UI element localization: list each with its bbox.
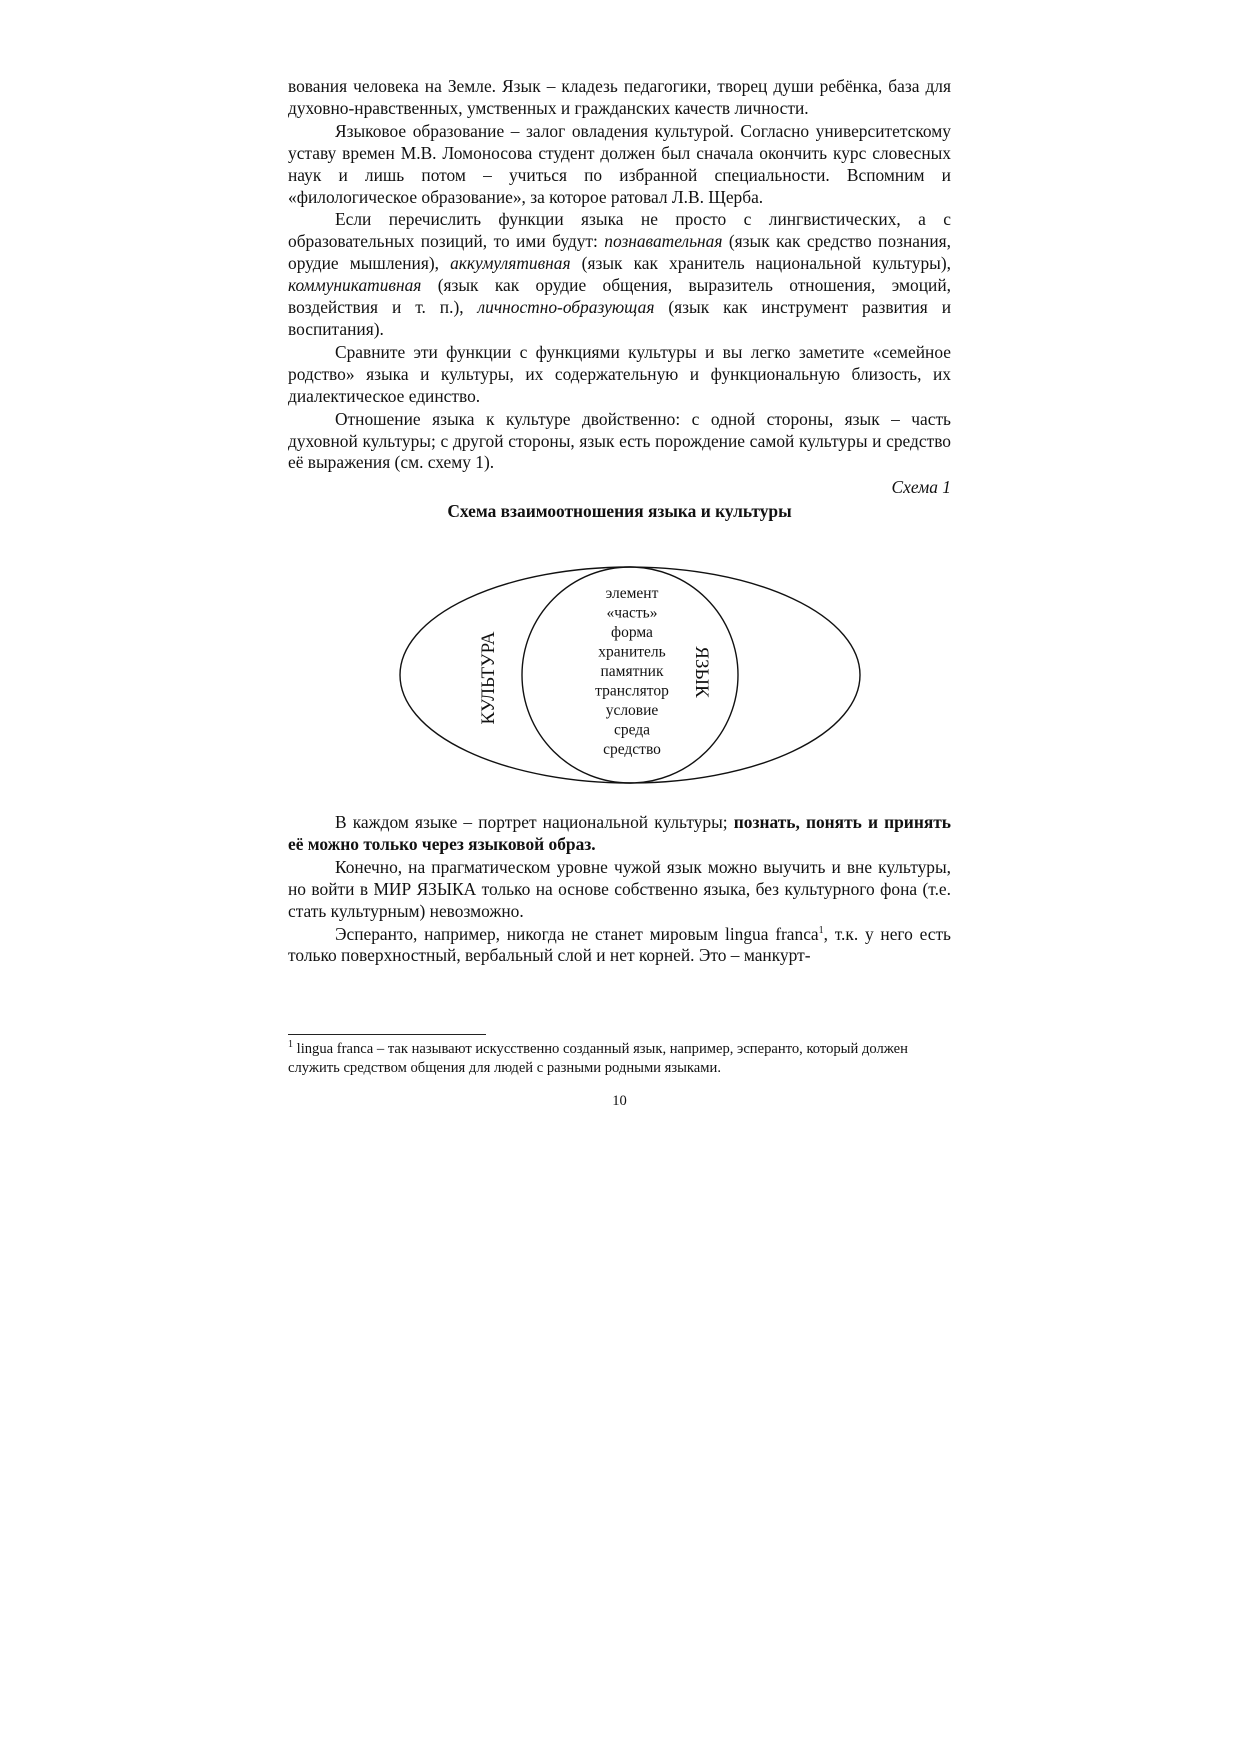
text-segment: (язык как орудие общения, выразитель отношения, эмоций, воздействия и т. п.), [288, 275, 951, 318]
inner-term: хранитель [598, 643, 666, 661]
footnote-marker: 1 [288, 1039, 293, 1051]
paragraph [288, 409, 951, 475]
inner-term: среда [613, 721, 651, 739]
text-segment: познавательная [604, 231, 723, 252]
diagram-svg [398, 564, 861, 786]
text-segment: Отношение языка к культуре двойственно: с одной стороны, язык – часть духовной культуры; с другой стороны, язык есть порождение самой культуры и средство её выражения (см. схему 1). [288, 408, 951, 473]
main-text-bottom [288, 812, 951, 967]
text-segment: аккумулятивная [450, 253, 571, 274]
scheme-title: Схема взаимоотношения языка и культуры [447, 501, 792, 522]
text-segment: 1 [818, 924, 824, 936]
inner-term: памятник [600, 663, 664, 680]
language-label: ЯЗЫК [691, 646, 712, 698]
text-segment: (язык как средство познания, орудие мышления), [288, 231, 951, 274]
inner-term: форма [611, 624, 653, 641]
text-segment: личностно-образующая [477, 297, 655, 318]
culture-label: КУЛЬТУРА [478, 631, 499, 725]
inner-term: «часть» [606, 604, 658, 622]
text-segment: В каждом языке – портрет национальной культуры; [335, 812, 734, 832]
paragraph [288, 121, 951, 209]
inner-term: средство [603, 741, 661, 758]
text-segment: , т.к. у него есть только поверхностный, вербальный слой и нет корней. Это – манкурт- [288, 923, 951, 966]
text-segment: (язык как инструмент развития и воспитания). [288, 297, 951, 339]
text-segment: Эсперанто, например, никогда не станет мировым lingua franca [335, 923, 819, 944]
main-text-top [288, 76, 951, 523]
text-segment: Конечно, на прагматическом уровне чужой язык можно выучить и вне культуры, но войти в МИР ЯЗЫКА только на основе собственно языка, без культурного фона (т.е. стать культурным) невозможно. [288, 856, 951, 921]
inner-term: условие [605, 702, 659, 719]
inner-term: элемент [605, 585, 659, 602]
page-number: 10 [612, 1093, 627, 1109]
paragraphs-top [288, 76, 951, 474]
inner-term: транслятор [595, 682, 669, 700]
footnote-divider [288, 1034, 486, 1035]
text-segment: познать, понять и принять её можно только через языковой образ. [288, 812, 951, 854]
paragraph [288, 812, 951, 856]
paragraph [288, 924, 951, 968]
footnote [288, 1040, 951, 1078]
text-segment: Языковое образование – залог овладения культурой. Согласно университетскому уставу времен М.В. Ломоносова студент должен был сначала окончить курс словесных наук и лишь потом – учиться по избранной специальности. Вспомним и «филологическое образование», за которое ратовал Л.В. Щерба. [288, 120, 951, 207]
paragraph [288, 76, 951, 120]
text-segment: коммуникативная [288, 275, 422, 296]
inner-terms [595, 585, 669, 758]
language-culture-diagram [398, 564, 861, 786]
paragraph [288, 209, 951, 340]
paragraph [288, 857, 951, 923]
text-segment: Сравните эти функции с функциями культуры и вы легко заметите «семейное родство» языка и культуры, их содержательную и функциональную близость, их диалектическое единство. [288, 341, 951, 406]
paragraphs-bottom [288, 812, 951, 967]
text-segment: вования человека на Земле. Язык – кладезь педагогики, творец души ребёнка, база для духовно-нравственных, умственных и гражданских качеств личности. [288, 76, 951, 118]
scheme-label: Схема 1 [891, 477, 951, 498]
paragraph [288, 342, 951, 408]
footnote-text: lingua franca – так называют искусственно созданный язык, например, эсперанто, который должен служить средством общения для людей с разными родными языками. [288, 1041, 908, 1076]
text-segment: (язык как хранитель национальной культуры), [570, 253, 951, 274]
text-segment: Если перечислить функции языка не просто с лингвистических, а с образовательных позиций, то ими будут: [288, 209, 951, 252]
